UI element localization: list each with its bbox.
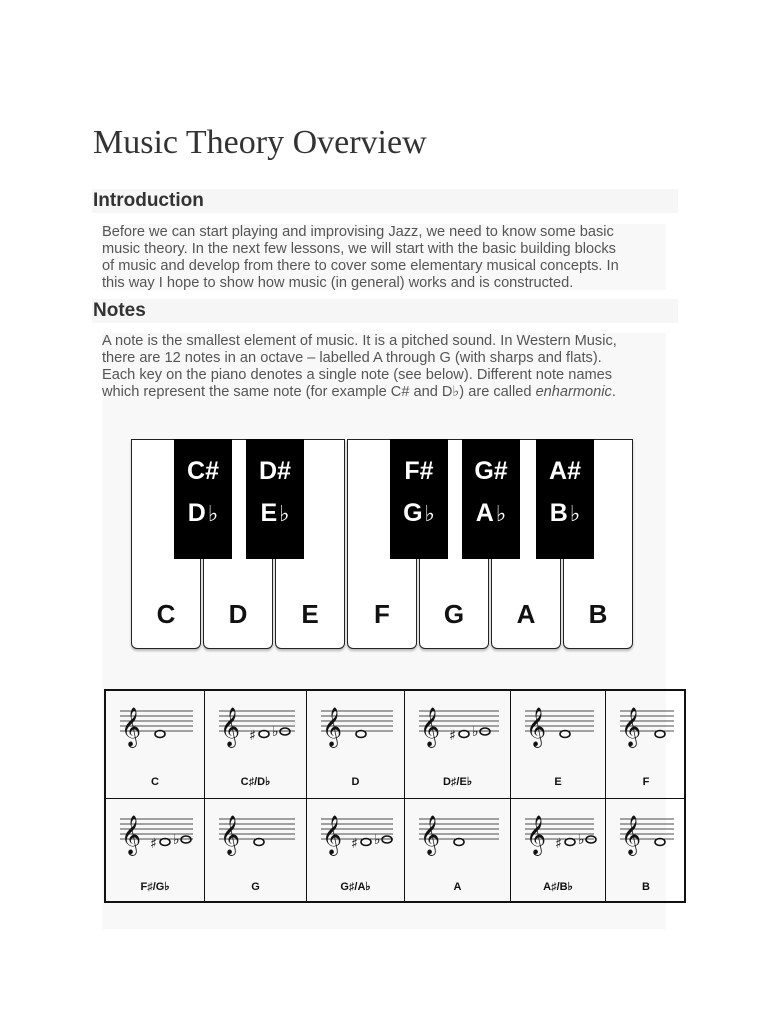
staff-snippet — [606, 799, 686, 869]
whole-note — [280, 728, 290, 735]
flat-sign-icon: ♭ — [578, 832, 585, 848]
note-name-label: F — [642, 776, 650, 788]
notes-line-last — [102, 384, 666, 401]
whole-note — [655, 839, 665, 846]
note-name-label: A♯/B♭ — [543, 881, 573, 893]
black-key-sharp-label: F# — [404, 457, 434, 485]
note-name-label: E — [554, 776, 562, 788]
piano-keyboard — [131, 439, 637, 651]
enharmonic-term: enharmonic — [535, 384, 612, 400]
black-key-flat-label — [536, 499, 594, 528]
notation-cell — [405, 691, 511, 799]
introduction-line: this way I hope to show how music (in general) works and is constructed. — [102, 275, 574, 291]
treble-clef-icon: 𝄞 — [220, 815, 241, 855]
treble-clef-icon: 𝄞 — [621, 815, 642, 855]
white-key-label: F — [374, 599, 390, 629]
note-name-label: A — [453, 881, 462, 893]
notation-cell — [606, 799, 686, 903]
notation-cell — [205, 691, 307, 799]
introduction-heading-bar — [92, 189, 678, 213]
whole-note — [480, 728, 490, 735]
staff-snippet — [606, 691, 686, 761]
introduction-heading: Introduction — [93, 190, 204, 211]
flat-sign-icon: ♭ — [173, 832, 180, 848]
white-key-label: E — [301, 599, 319, 629]
notes-heading: Notes — [93, 300, 146, 321]
note-name-label: D — [351, 776, 360, 788]
note-name-label: G — [251, 881, 260, 893]
whole-note — [181, 836, 191, 843]
sharp-sign-icon: ♯ — [449, 728, 456, 744]
note-name-label: C♯/D♭ — [240, 776, 271, 788]
black-key-c-sharp — [174, 439, 232, 559]
note-name-label: C — [151, 776, 159, 788]
sharp-sign-icon: ♯ — [351, 836, 358, 852]
notation-cell — [511, 799, 606, 903]
note-name-label: F♯/G♭ — [140, 881, 170, 893]
white-key-label: A — [516, 599, 536, 629]
whole-note — [259, 731, 269, 738]
introduction-line: of music and develop from there to cover some elementary musical concepts. In — [102, 258, 619, 274]
notation-cell — [307, 799, 405, 903]
introduction-paragraph — [102, 224, 666, 290]
staff-snippet — [405, 799, 511, 869]
whole-note — [361, 839, 371, 846]
whole-note — [655, 731, 665, 738]
staff-snippet — [511, 691, 606, 761]
white-key-label: C — [156, 599, 176, 629]
notes-line: A note is the smallest element of music. It is a pitched sound. In Western Music, — [102, 333, 617, 349]
introduction-line: Before we can start playing and improvising Jazz, we need to know some basic — [102, 224, 614, 240]
notes-heading-bar — [92, 299, 678, 323]
notation-cell — [606, 691, 686, 799]
notation-cell — [106, 691, 205, 799]
sharp-sign-icon: ♯ — [150, 836, 157, 852]
treble-clef-icon: 𝄞 — [621, 707, 642, 747]
flat-sign: ♭ — [495, 501, 507, 526]
whole-note — [356, 731, 366, 738]
staff-snippet — [307, 799, 405, 869]
black-key-d-sharp — [246, 439, 304, 559]
whole-note — [459, 731, 469, 738]
notes-line-text: which represent the same note (for example C# and D♭) are called — [102, 384, 536, 400]
notation-cell — [307, 691, 405, 799]
treble-clef-icon: 𝄞 — [526, 815, 547, 855]
flat-sign: ♭ — [424, 501, 435, 526]
sharp-sign-icon: ♯ — [249, 728, 256, 744]
black-key-a-sharp — [536, 439, 594, 559]
black-key-sharp-label: C# — [187, 457, 219, 485]
notation-grid — [104, 689, 686, 903]
staff-snippet — [106, 799, 205, 869]
whole-note — [382, 836, 392, 843]
flat-letter: E — [260, 499, 278, 527]
flat-sign-icon: ♭ — [272, 724, 279, 740]
black-key-f-sharp — [390, 439, 448, 559]
whole-note — [586, 836, 596, 843]
sharp-sign-icon: ♯ — [555, 836, 562, 852]
treble-clef-icon: 𝄞 — [322, 815, 343, 855]
flat-sign: ♭ — [569, 501, 581, 526]
staff-snippet — [307, 691, 405, 761]
white-key-label: B — [588, 599, 608, 629]
whole-note — [254, 839, 264, 846]
whole-note — [160, 839, 170, 846]
black-key-sharp-label: A# — [549, 457, 581, 485]
white-key-label: D — [228, 599, 248, 629]
flat-letter: D — [187, 499, 206, 527]
note-name-label: G♯/A♭ — [340, 881, 371, 893]
note-name-label: D♯/E♭ — [442, 776, 473, 788]
whole-note — [454, 839, 464, 846]
black-key-sharp-label: D# — [259, 457, 291, 485]
notation-cell — [405, 799, 511, 903]
flat-sign-icon: ♭ — [374, 832, 381, 848]
black-key-flat-label — [246, 499, 304, 528]
flat-letter: A — [475, 499, 494, 527]
whole-note — [155, 731, 165, 738]
staff-snippet — [205, 799, 307, 869]
treble-clef-icon: 𝄞 — [121, 707, 142, 747]
black-key-flat-label — [174, 499, 232, 528]
flat-sign: ♭ — [279, 501, 290, 526]
black-key-flat-label — [390, 499, 448, 528]
flat-sign: ♭ — [207, 501, 219, 526]
flat-letter: B — [549, 499, 568, 527]
treble-clef-icon: 𝄞 — [220, 707, 241, 747]
notes-line: Each key on the piano denotes a single note (see below). Different note names — [102, 367, 613, 383]
treble-clef-icon: 𝄞 — [121, 815, 142, 855]
black-key-flat-label — [462, 499, 520, 528]
black-key-sharp-label: G# — [474, 457, 508, 485]
whole-note — [560, 731, 570, 738]
treble-clef-icon: 𝄞 — [322, 707, 343, 747]
notes-line-end: . — [611, 384, 616, 400]
treble-clef-icon: 𝄞 — [420, 815, 441, 855]
treble-clef-icon: 𝄞 — [526, 707, 547, 747]
black-key-g-sharp — [462, 439, 520, 559]
notation-cell — [205, 799, 307, 903]
notation-cell — [511, 691, 606, 799]
white-key-label: G — [443, 599, 465, 629]
staff-snippet — [106, 691, 205, 761]
document-title: Music Theory Overview — [93, 124, 427, 161]
staff-snippet — [405, 691, 511, 761]
treble-clef-icon: 𝄞 — [420, 707, 441, 747]
staff-snippet — [205, 691, 307, 761]
flat-sign-icon: ♭ — [472, 724, 479, 740]
whole-note — [565, 839, 575, 846]
notes-line: there are 12 notes in an octave – labelled A through G (with sharps and flats). — [102, 350, 602, 366]
introduction-line: music theory. In the next few lessons, we will start with the basic building blocks — [102, 241, 616, 257]
notation-cell — [106, 799, 205, 903]
note-name-label: B — [642, 881, 650, 893]
flat-letter: G — [403, 499, 423, 527]
staff-snippet — [511, 799, 606, 869]
